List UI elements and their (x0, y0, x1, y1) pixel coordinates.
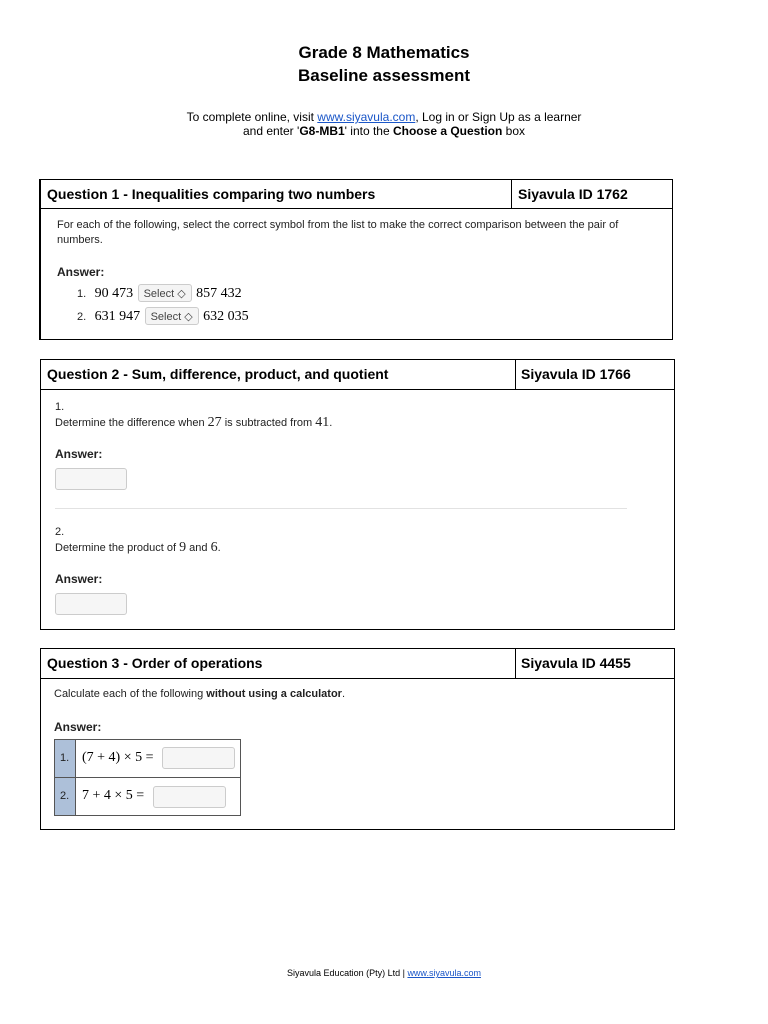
header-divider (515, 649, 516, 678)
answer-label: Answer: (57, 265, 105, 279)
header-divider (515, 360, 516, 389)
text: and (186, 542, 211, 554)
question-3-header (41, 649, 674, 679)
answer-label: Answer: (55, 572, 103, 586)
question-1-box (39, 179, 673, 340)
select-arrows-icon: ◇ (177, 288, 186, 300)
select-arrows-icon: ◇ (184, 311, 193, 323)
footer (0, 968, 768, 978)
select-label: Select (150, 311, 182, 323)
number-a: 9 (179, 540, 187, 555)
answer-input[interactable] (153, 786, 226, 808)
question-2-box (40, 359, 675, 630)
intro-text: box (502, 124, 526, 138)
page-title: Grade 8 Mathematics (298, 43, 470, 62)
comparison-select[interactable] (138, 284, 192, 302)
question-3-title: Question 3 - Order of operations (47, 655, 263, 671)
question-1-header (41, 180, 672, 209)
question-1-title: Question 1 - Inequalities comparing two numbers (47, 186, 376, 202)
row-number: 2. (60, 790, 70, 802)
number-b: 6 (210, 540, 218, 555)
row-number: 1. (60, 752, 70, 764)
answer-input[interactable] (162, 747, 235, 769)
item-number: 2. (77, 311, 87, 324)
question-2-title: Question 2 - Sum, difference, product, and quotient (47, 366, 389, 382)
intro-line-1 (0, 110, 768, 124)
question-3-instruction (54, 688, 345, 700)
answer-label: Answer: (54, 720, 102, 734)
left-number: 90 473 (94, 286, 134, 302)
text: . (329, 417, 333, 429)
page-subtitle: Baseline assessment (298, 66, 470, 85)
question-2-header (41, 360, 674, 390)
question-code: G8-MB1 (299, 124, 345, 138)
q2-part-1-text (55, 415, 332, 431)
order-of-ops-table (54, 739, 241, 816)
intro-text: and enter ' (242, 124, 300, 138)
part-number: 1. (55, 401, 65, 413)
footer-text: Siyavula Education (Pty) Ltd | (287, 968, 408, 978)
table-row (55, 778, 240, 815)
text: . (341, 688, 346, 700)
answer-input-2[interactable] (55, 593, 127, 615)
question-1-instruction: For each of the following, select the correct symbol from the list to make the correct comparison between the pair of numbers. (57, 219, 619, 246)
q2-part-2-text (55, 540, 221, 556)
intro-text: To complete online, visit (186, 110, 318, 124)
table-row (55, 740, 240, 778)
row-number-cell (55, 778, 76, 815)
left-number: 631 947 (94, 309, 141, 325)
right-number: 632 035 (203, 309, 249, 325)
row-number-cell (55, 740, 76, 777)
item-number: 1. (77, 288, 87, 301)
choose-question-label: Choose a Question (392, 124, 503, 138)
part-number: 2. (55, 526, 65, 538)
right-number: 857 432 (196, 286, 242, 302)
intro-text-cont: , Log in or Sign Up as a learner (415, 110, 582, 124)
text: Determine the difference when (55, 417, 208, 429)
emphasis: without using a calculator (206, 688, 342, 700)
q1-item-1 (77, 284, 242, 302)
comparison-select[interactable] (145, 307, 199, 325)
siyavula-link[interactable]: www.siyavula.com (317, 110, 416, 124)
question-1-id: Siyavula ID 1762 (518, 186, 628, 202)
intro-line-2 (0, 124, 768, 138)
expression: (7 + 4) × 5 = (82, 750, 154, 765)
header-divider (511, 180, 512, 208)
text: Determine the product of (55, 542, 180, 554)
intro-text: ' into the (344, 124, 393, 138)
footer-link[interactable]: www.siyavula.com (407, 968, 481, 978)
number-b: 41 (315, 415, 330, 430)
question-3-box (40, 648, 675, 830)
text: Calculate each of the following (54, 688, 207, 700)
answer-input-1[interactable] (55, 468, 127, 490)
select-label: Select (143, 288, 175, 300)
question-3-id: Siyavula ID 4455 (521, 655, 631, 671)
text: is subtracted from (221, 417, 316, 429)
expression: 7 + 4 × 5 = (82, 788, 145, 803)
q1-item-2 (77, 307, 249, 325)
text: . (217, 542, 221, 554)
divider (55, 508, 627, 509)
answer-label: Answer: (55, 447, 103, 461)
question-2-id: Siyavula ID 1766 (521, 366, 631, 382)
number-a: 27 (207, 415, 222, 430)
